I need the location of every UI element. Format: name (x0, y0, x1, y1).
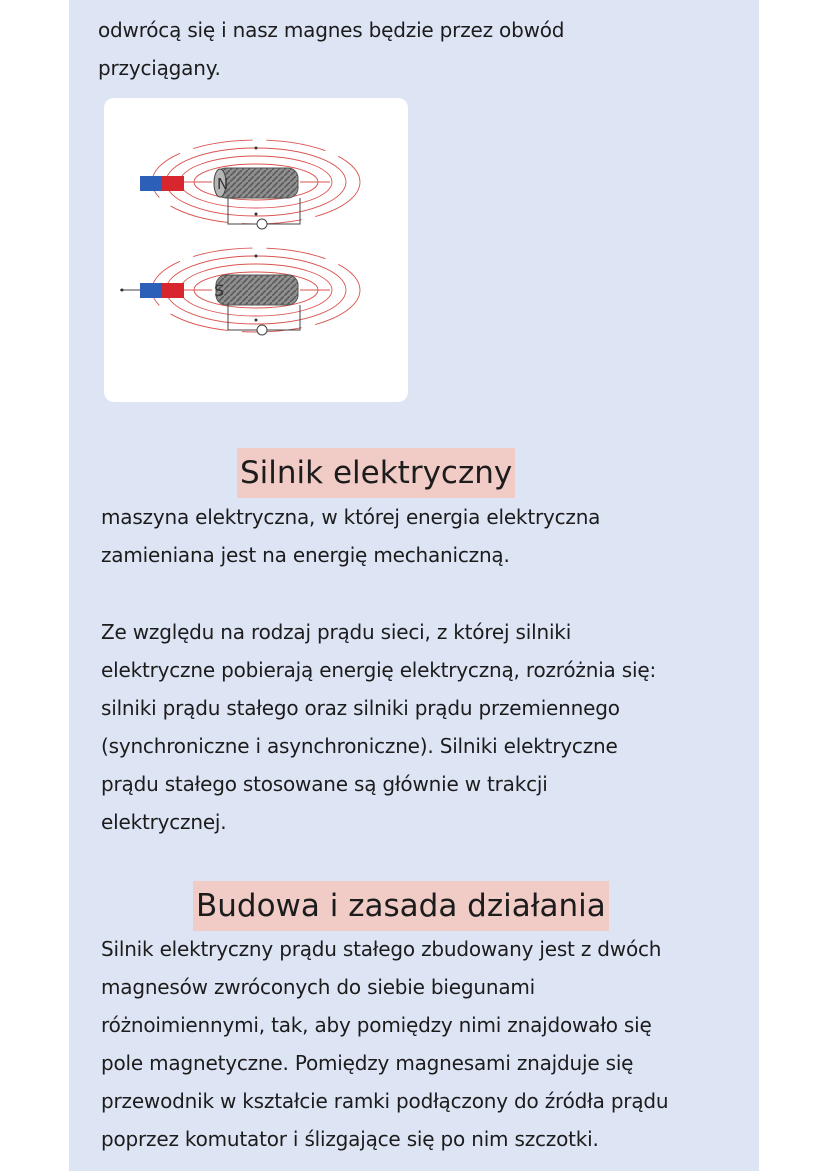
section-heading-silnik-elektryczny: Silnik elektryczny (237, 448, 515, 498)
induction-figure (104, 98, 408, 402)
text-line: (synchroniczne i asynchroniczne). Silniki elektryczne (101, 734, 618, 758)
bottom-diagram (120, 248, 360, 335)
text-line: zamieniana jest na energię mechaniczną. (101, 543, 510, 567)
pole-label: N (217, 175, 229, 193)
text-line: Silnik elektryczny prądu stałego zbudowany jest z dwóch (101, 937, 662, 961)
text-line: pole magnetyczne. Pomiędzy magnesami znajduje się (101, 1051, 634, 1075)
magnet-red-pole (162, 283, 184, 298)
text-line: magnesów zwróconych do siebie biegunami (101, 975, 536, 999)
intro-paragraph (98, 11, 564, 87)
construction-paragraph (101, 930, 668, 1158)
text-line: silniki prądu stałego oraz silniki prądu przemiennego (101, 696, 620, 720)
text-line: prądu stałego stosowane są głównie w trakcji (101, 772, 548, 796)
magnet-red-pole (162, 176, 184, 191)
coil-magnet-diagram (104, 98, 408, 402)
magnet-blue-pole (140, 176, 162, 191)
document-page (69, 0, 759, 1171)
motor-types-paragraph (101, 613, 656, 841)
coil (216, 168, 298, 198)
section-heading-budowa: Budowa i zasada działania (193, 881, 609, 931)
magnet-blue-pole (140, 283, 162, 298)
text-line: odwrócą się i nasz magnes będzie przez obwód (98, 18, 565, 42)
text-line: przyciągany. (98, 56, 221, 80)
text-line: różnoimiennymi, tak, aby pomiędzy nimi znajdowało się (101, 1013, 652, 1037)
text-line: Ze względu na rodzaj prądu sieci, z której silniki (101, 620, 572, 644)
text-line: elektrycznej. (101, 810, 227, 834)
text-line: przewodnik w kształcie ramki podłączony do źródła prądu (101, 1089, 669, 1113)
text-line: poprzez komutator i ślizgające się po nim szczotki. (101, 1127, 599, 1151)
text-line: elektryczne pobierają energię elektryczną, rozróżnia się: (101, 658, 656, 682)
definition-paragraph (101, 498, 600, 574)
coil (216, 275, 298, 305)
meter-icon (257, 219, 267, 229)
pole-label: S (214, 281, 225, 300)
meter-icon (257, 325, 267, 335)
text-line: maszyna elektryczna, w której energia elektryczna (101, 505, 601, 529)
top-diagram (140, 140, 360, 229)
